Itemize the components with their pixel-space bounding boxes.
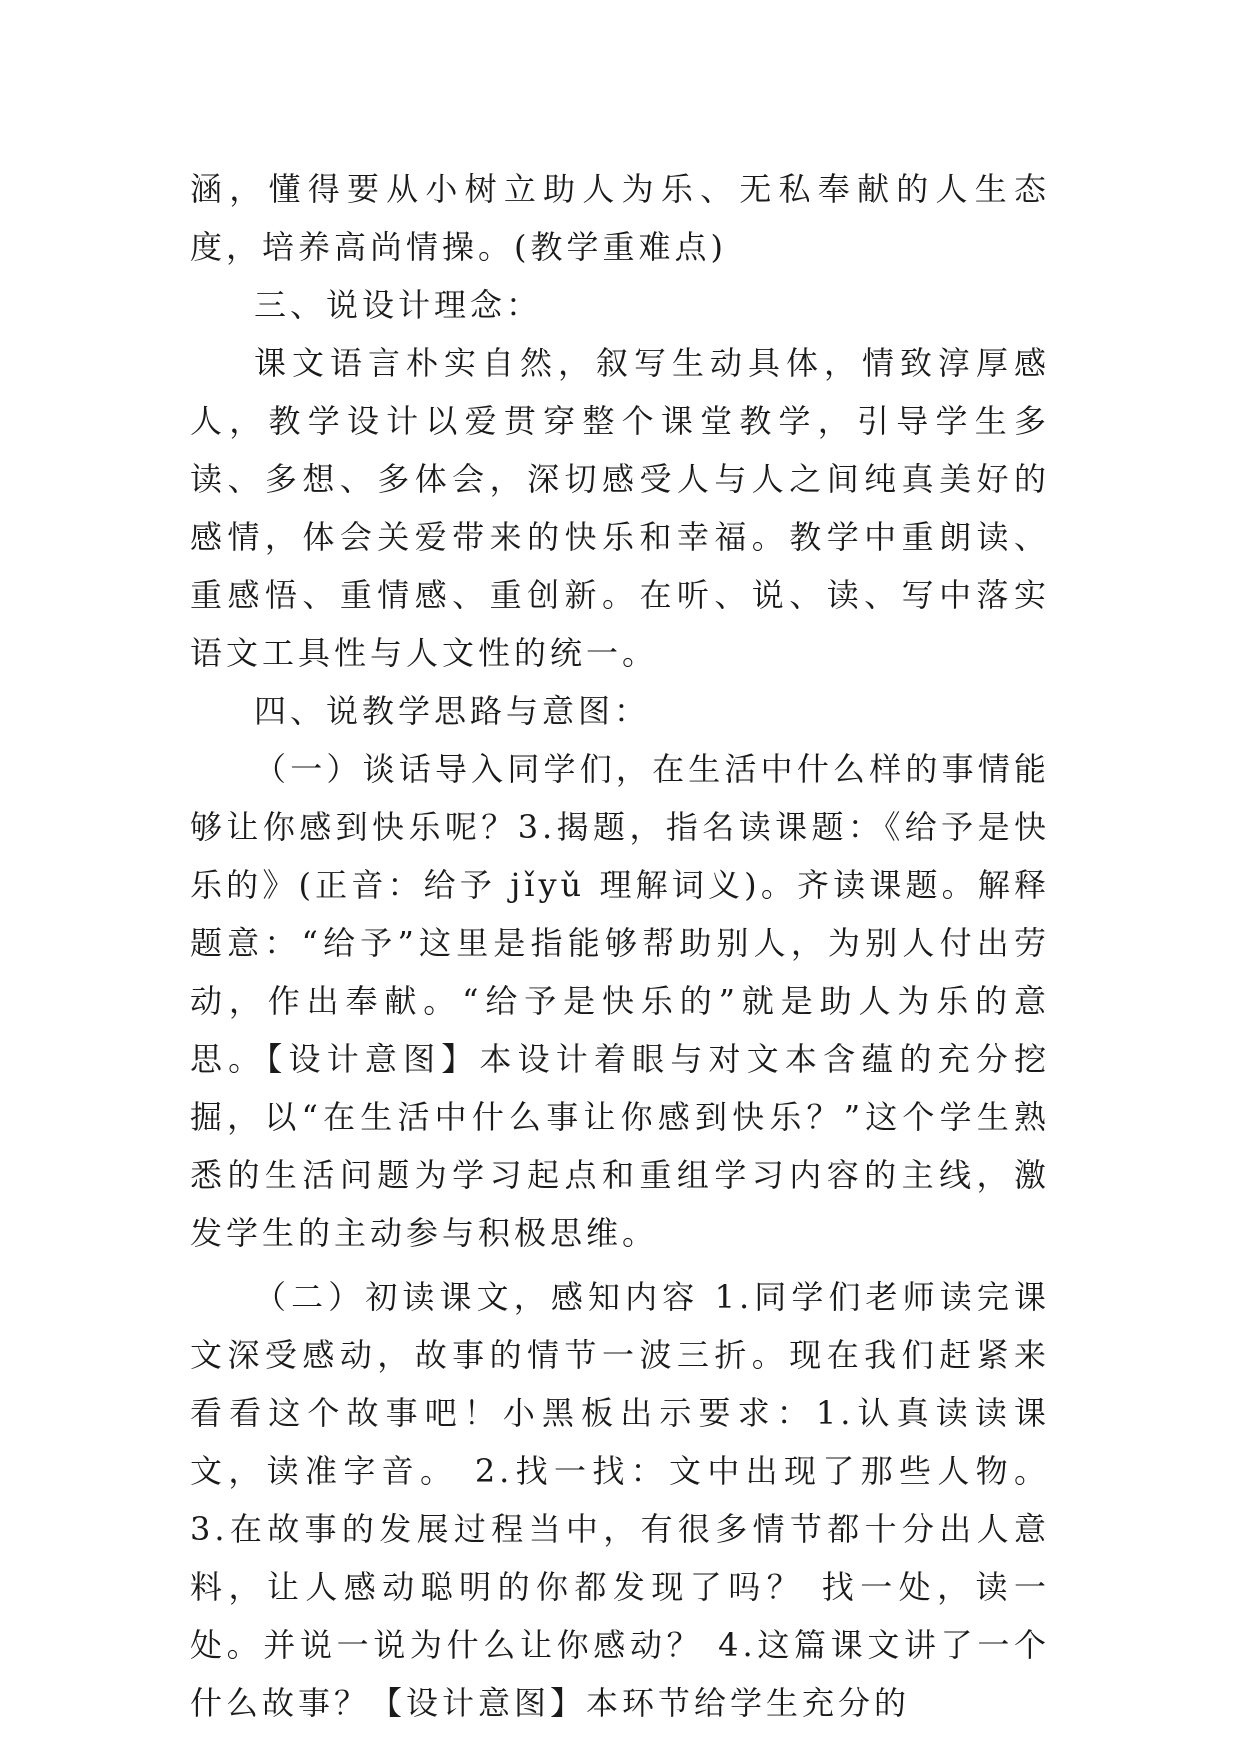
paragraph-design-concept: 课文语言朴实自然，叙写生动具体，情致淳厚感人，教学设计以爱贯穿整个课堂教学，引导学生多读、多想、多体会，深切感受人与人之间纯真美好的感情，体会关爱带来的快乐和幸福。教学中重朗读、重感悟、重情感、重创新。在听、说、读、写中落实语文工具性与人文性的统一。	[190, 344, 1050, 672]
paragraph-step-one: （一）谈话导入同学们，在生活中什么样的事情能够让你感到快乐呢？3.揭题，指名读课题：《给予是快乐的》(正音：给予 jǐyǔ 理解词义)。齐读课题。解释题意：“给予”这里是指能够帮助别人，为别人付出劳动，作出奉献。“给予是快乐的”就是助人为乐的意思。【设计意图】本设计着眼与对文本含蕴的充分挖掘，以“在生活中什么事让你感到快乐？”这个学生熟悉的生活问题为学习起点和重组学习内容的主线，激发学生的主动参与积极思维。	[190, 750, 1050, 1252]
section-heading-design-concept: 三、说设计理念：	[254, 286, 543, 324]
section-heading-teaching-approach: 四、说教学思路与意图：	[254, 692, 651, 730]
paragraph-step-two: （二）初读课文，感知内容 1.同学们老师读完课文深受感动，故事的情节一波三折。现在我们赶紧来看看这个故事吧！小黑板出示要求：1.认真读读课文，读准字音。 2.找一找：文中出现了那些人物。 3.在故事的发展过程当中，有很多情节都十分出人意料，让人感动聪明的你都发现了吗？ 找一处，读一处。并说一说为什么让你感动？ 4.这篇课文讲了一个什么故事？【设计意图】本环节给学生充分的	[190, 1278, 1050, 1722]
document-body	[190, 160, 1050, 1732]
paragraph-continuation: 涵，懂得要从小树立助人为乐、无私奉献的人生态度，培养高尚情操。(教学重难点)	[190, 170, 1050, 266]
